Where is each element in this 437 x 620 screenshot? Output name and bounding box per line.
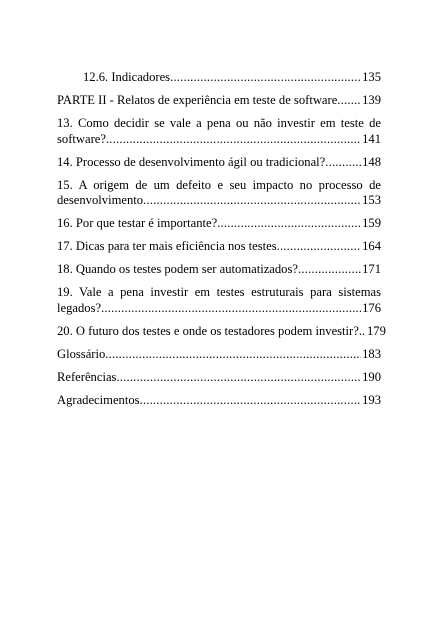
toc-entry (57, 239, 381, 255)
toc-page-number: 176 (362, 300, 381, 315)
toc-entry-first-line: 13. Como decidir se vale a pena ou não investir em teste de (57, 116, 381, 130)
toc-page-number: 141 (362, 131, 381, 146)
dot-leader (277, 239, 362, 255)
toc-page-number: 190 (362, 369, 381, 384)
toc-entry (57, 93, 381, 109)
toc-entry-title: PARTE II - Relatos de experiência em teste de software (57, 93, 338, 107)
table-of-contents (57, 70, 386, 416)
toc-page-number: 135 (362, 70, 381, 84)
dot-leader (170, 70, 361, 86)
toc-entry (57, 370, 381, 386)
dot-leader (325, 155, 361, 171)
toc-entry-title: Referências (57, 369, 117, 384)
toc-entry (57, 285, 381, 316)
toc-entry-line (57, 323, 386, 340)
toc-entry-line (57, 155, 381, 171)
dot-leader (337, 93, 361, 109)
toc-entry-title: Agradecimentos (57, 392, 140, 407)
toc-entry (57, 347, 381, 363)
toc-entry-title: software? (57, 131, 106, 146)
toc-page-number: 171 (362, 262, 381, 276)
dot-leader (298, 262, 361, 278)
toc-entry (57, 323, 386, 340)
dot-leader (105, 347, 361, 363)
toc-entry-line (57, 239, 381, 255)
toc-entry-line (57, 262, 381, 278)
toc-entry-title: 17. Dicas para ter mais eficiência nos testes (57, 239, 277, 253)
toc-entry-line (57, 301, 381, 317)
toc-page-number: 153 (362, 193, 381, 207)
toc-entry-line (57, 93, 381, 109)
toc-entry-title: 12.6. Indicadores (83, 70, 171, 84)
dot-leader (101, 301, 361, 317)
dot-leader (140, 393, 362, 409)
toc-entry-first-line: 19. Vale a pena investir em testes estruturais para sistemas (57, 285, 381, 299)
toc-entry-title: 20. O futuro dos testes e onde os testadores podem investir?. (57, 323, 362, 338)
toc-entry-title: desenvolvimento (57, 193, 144, 207)
toc-entry-title: 14. Processo de desenvolvimento ágil ou tradicional? (57, 154, 326, 169)
dot-leader (143, 193, 361, 209)
toc-entry (57, 393, 381, 409)
dot-leader (116, 370, 361, 386)
toc-entry (57, 262, 381, 278)
toc-page-number: 159 (362, 216, 381, 230)
toc-entry (57, 178, 381, 209)
toc-entry-title: 16. Por que testar é importante? (57, 216, 218, 230)
toc-page-number: 193 (362, 392, 381, 407)
toc-entry-title: Glossário (57, 346, 106, 361)
toc-entry-line (57, 193, 381, 209)
toc-entry-line (57, 216, 381, 232)
toc-entry-line (57, 393, 381, 409)
dot-leader (106, 132, 361, 148)
toc-entry-line (57, 370, 381, 386)
toc-page-number: 148 (362, 154, 381, 169)
toc-entry (57, 155, 381, 171)
toc-entry-line (57, 70, 381, 86)
toc-entry (57, 116, 381, 147)
toc-entry-title: 18. Quando os testes podem ser automatizados? (57, 262, 298, 276)
toc-entry-line (57, 132, 381, 148)
toc-page-number: 179 (367, 323, 386, 338)
toc-entry (57, 216, 381, 232)
toc-entry (57, 70, 381, 86)
toc-page-number: 139 (362, 93, 381, 107)
toc-entry-first-line: 15. A origem de um defeito e seu impacto no processo de (57, 177, 381, 192)
toc-entry-line (57, 347, 381, 363)
toc-page-number: 183 (362, 346, 381, 361)
toc-page-number: 164 (362, 239, 381, 253)
toc-entry-title: legados? (57, 300, 102, 315)
dot-leader (217, 216, 361, 232)
